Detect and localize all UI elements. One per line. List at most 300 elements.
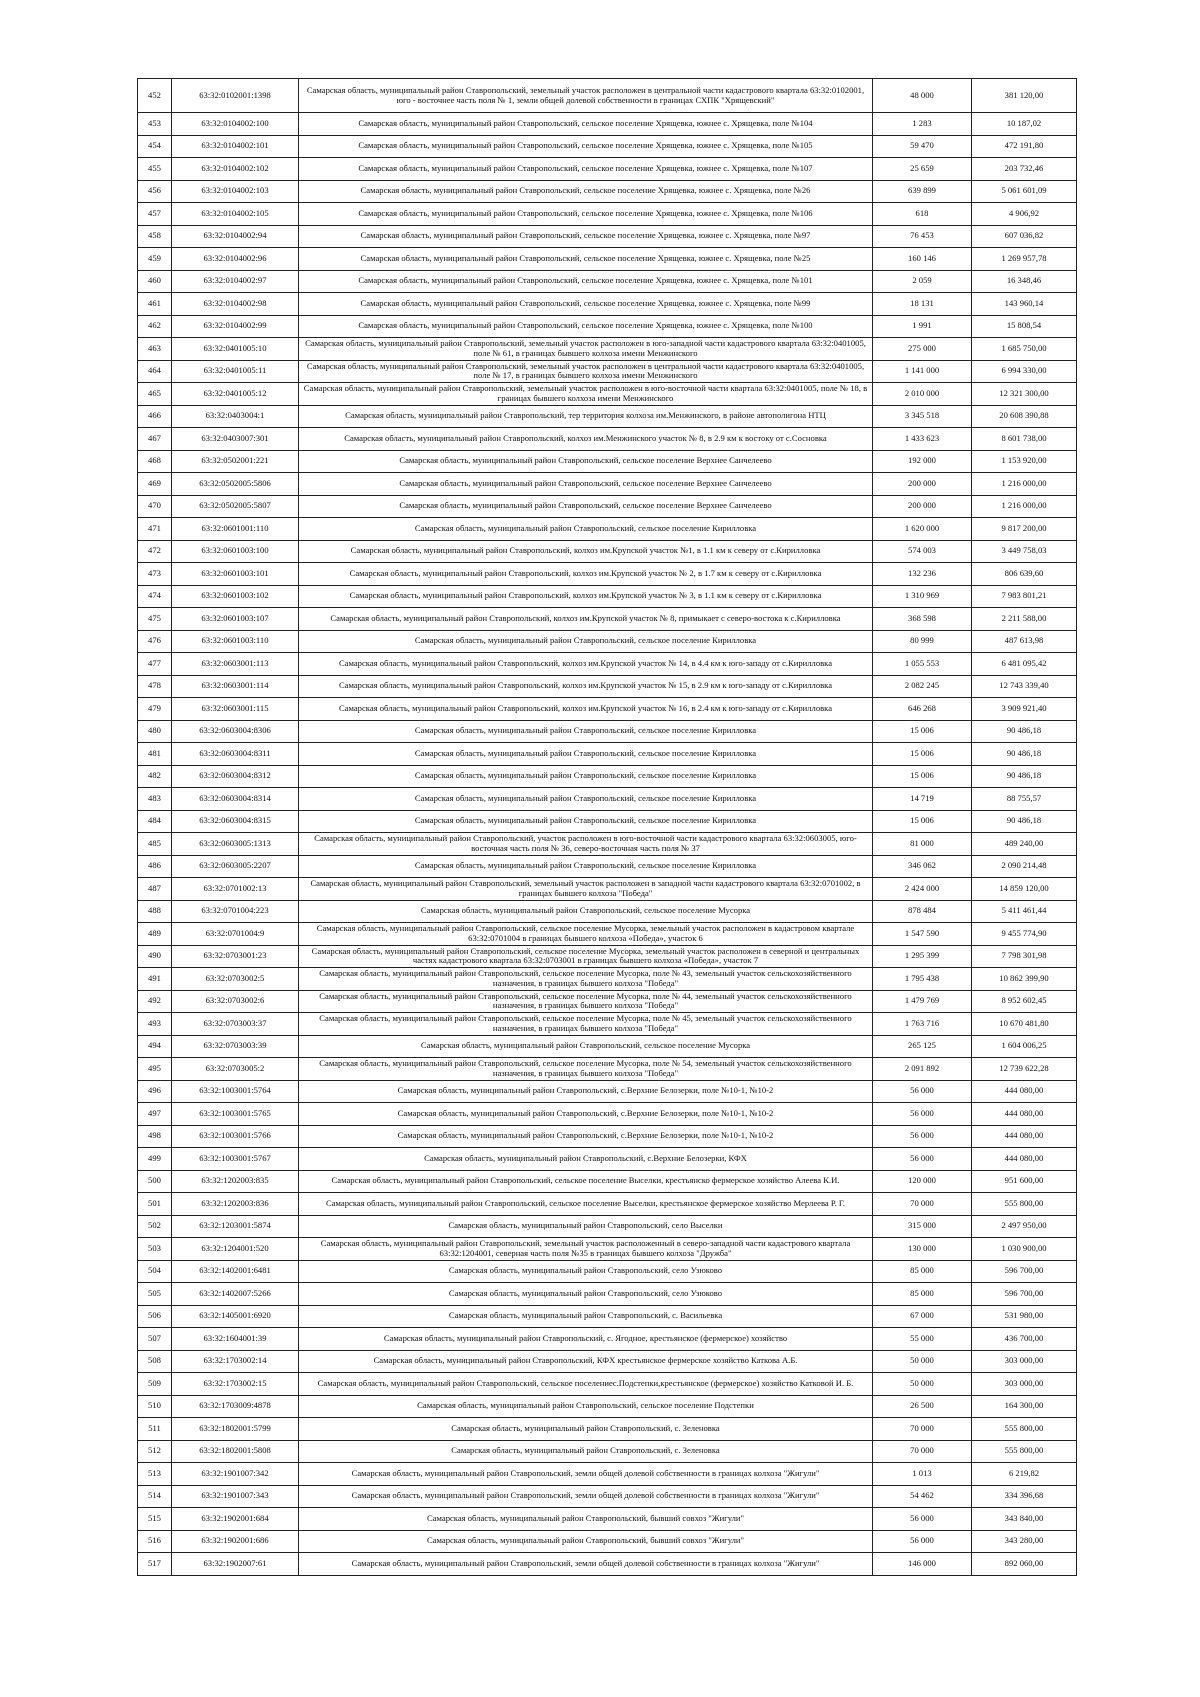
cadastral-number-cell: 63:32:1402001:6481 — [172, 1260, 299, 1283]
area-cell: 15 006 — [873, 765, 972, 788]
row-number-cell: 475 — [138, 608, 172, 631]
row-number-cell: 511 — [138, 1418, 172, 1441]
value-cell: 596 700,00 — [972, 1283, 1077, 1306]
value-cell: 489 240,00 — [972, 833, 1077, 856]
cadastral-number-cell: 63:32:0603001:114 — [172, 675, 299, 698]
table-row — [138, 1508, 1077, 1531]
table-row — [138, 158, 1077, 181]
location-description-cell: Самарская область, муниципальный район Ставропольский, сельское поселение Мусорка, поле № 45, земельный участок сельскохозяйственного назначения, в границах бывшего колхоза "Победа" — [299, 1013, 873, 1036]
cadastral-number-cell: 63:32:0104002:100 — [172, 113, 299, 136]
location-description-cell: Самарская область, муниципальный район Ставропольский, сельское поселение Хрящевка, южнее с. Хрящевка, поле №105 — [299, 135, 873, 158]
cadastral-number-cell: 63:32:0603004:8314 — [172, 788, 299, 811]
location-description-cell: Самарская область, муниципальный район Ставропольский, сельское поселение Мусорка, земельный участок расположен в северной и центральных частях кадастрового квартала 63:32:0703001 в границах бывшего колхоза «Победа», участок 7 — [299, 945, 873, 968]
row-number-cell: 468 — [138, 450, 172, 473]
value-cell: 1 216 000,00 — [972, 473, 1077, 496]
row-number-cell: 482 — [138, 765, 172, 788]
area-cell: 200 000 — [873, 495, 972, 518]
table-row — [138, 630, 1077, 653]
table-row — [138, 788, 1077, 811]
area-cell: 70 000 — [873, 1418, 972, 1441]
table-row — [138, 1485, 1077, 1508]
location-description-cell: Самарская область, муниципальный район Ставропольский, земельный участок расположен в юго-западной части кадастрового квартала 63:32:0401005, поле № 61, в границах бывшего колхоза имени Менжинского — [299, 338, 873, 361]
area-cell: 76 453 — [873, 225, 972, 248]
location-description-cell: Самарская область, муниципальный район Ставропольский, участок расположен в юго-восточной части кадастрового квартала 63:32:0603005, юго-восточная часть поля № 36, северо-восточная часть поля № 37 — [299, 833, 873, 856]
table-row — [138, 383, 1077, 406]
row-number-cell: 496 — [138, 1080, 172, 1103]
cadastral-number-cell: 63:32:0601003:102 — [172, 585, 299, 608]
location-description-cell: Самарская область, муниципальный район Ставропольский, сельское поселение Верхнее Санчелеево — [299, 495, 873, 518]
row-number-cell: 462 — [138, 315, 172, 338]
value-cell: 951 600,00 — [972, 1170, 1077, 1193]
location-description-cell: Самарская область, муниципальный район Ставропольский, с. Васильевка — [299, 1305, 873, 1328]
cadastral-number-cell: 63:32:1902001:684 — [172, 1508, 299, 1531]
value-cell: 806 639,60 — [972, 563, 1077, 586]
cadastral-number-cell: 63:32:1901007:342 — [172, 1463, 299, 1486]
location-description-cell: Самарская область, муниципальный район Ставропольский, земли общей долевой собственности в границах колхоза "Жигули" — [299, 1485, 873, 1508]
row-number-cell: 454 — [138, 135, 172, 158]
area-cell: 1 055 553 — [873, 653, 972, 676]
row-number-cell: 483 — [138, 788, 172, 811]
location-description-cell: Самарская область, муниципальный район Ставропольский, земельный участок расположен в центральной части кадастрового квартала 63:32:0102001, юго - восточнее часть поля № 1, земли общей долевой собственности в границах СХПК "Хрящевский" — [299, 79, 873, 113]
area-cell: 67 000 — [873, 1305, 972, 1328]
row-number-cell: 463 — [138, 338, 172, 361]
cadastral-number-cell: 63:32:1204001:520 — [172, 1238, 299, 1261]
value-cell: 555 800,00 — [972, 1418, 1077, 1441]
value-cell: 343 840,00 — [972, 1508, 1077, 1531]
table-row — [138, 1215, 1077, 1238]
row-number-cell: 500 — [138, 1170, 172, 1193]
location-description-cell: Самарская область, муниципальный район Ставропольский, колхоз им.Крупской участок № 14, в 4.4 км к юго-западу от с.Кирилловка — [299, 653, 873, 676]
value-cell: 5 061 601,09 — [972, 180, 1077, 203]
cadastral-number-cell: 63:32:0104002:99 — [172, 315, 299, 338]
table-row — [138, 1238, 1077, 1261]
table-row — [138, 1260, 1077, 1283]
table-row — [138, 810, 1077, 833]
table-row — [138, 1350, 1077, 1373]
cadastral-number-cell: 63:32:1604001:39 — [172, 1328, 299, 1351]
table-row — [138, 900, 1077, 923]
row-number-cell: 513 — [138, 1463, 172, 1486]
table-row — [138, 293, 1077, 316]
row-number-cell: 505 — [138, 1283, 172, 1306]
cadastral-number-cell: 63:32:0401005:12 — [172, 383, 299, 406]
row-number-cell: 514 — [138, 1485, 172, 1508]
value-cell: 203 732,46 — [972, 158, 1077, 181]
row-number-cell: 476 — [138, 630, 172, 653]
cadastral-number-cell: 63:32:1703009:4878 — [172, 1395, 299, 1418]
table-row — [138, 225, 1077, 248]
cadastral-number-cell: 63:32:0701002:13 — [172, 878, 299, 901]
row-number-cell: 481 — [138, 743, 172, 766]
cadastral-number-cell: 63:32:0603004:8312 — [172, 765, 299, 788]
cadastral-number-cell: 63:32:0403004:1 — [172, 405, 299, 428]
cadastral-number-cell: 63:32:0603004:8311 — [172, 743, 299, 766]
table-row — [138, 1530, 1077, 1553]
value-cell: 90 486,18 — [972, 743, 1077, 766]
value-cell: 343 280,00 — [972, 1530, 1077, 1553]
table-row — [138, 338, 1077, 361]
cadastral-number-cell: 63:32:1202003:836 — [172, 1193, 299, 1216]
table-row — [138, 765, 1077, 788]
area-cell: 132 236 — [873, 563, 972, 586]
cadastral-number-cell: 63:32:1902007:61 — [172, 1553, 299, 1576]
cadastral-number-cell: 63:32:0502005:5806 — [172, 473, 299, 496]
location-description-cell: Самарская область, муниципальный район Ставропольский, сельское поселение Хрящевка, южнее с. Хрящевка, поле №100 — [299, 315, 873, 338]
location-description-cell: Самарская область, муниципальный район Ставропольский, земли общей долевой собственности в границах колхоза "Жигули" — [299, 1553, 873, 1576]
row-number-cell: 485 — [138, 833, 172, 856]
location-description-cell: Самарская область, муниципальный район Ставропольский, сельское поселение Кирилловка — [299, 765, 873, 788]
cadastral-number-cell: 63:32:1003001:5764 — [172, 1080, 299, 1103]
location-description-cell: Самарская область, муниципальный район Ставропольский, колхоз им.Крупской участок № 3, в 1.1 км к северу от с.Кирилловка — [299, 585, 873, 608]
row-number-cell: 472 — [138, 540, 172, 563]
location-description-cell: Самарская область, муниципальный район Ставропольский, КФХ крестьянское фермерское хозяйство Каткова А.Б. — [299, 1350, 873, 1373]
location-description-cell: Самарская область, муниципальный район Ставропольский, сельское поселение Выселки, крестьянско фермерское хозяйство Алеева К.И. — [299, 1170, 873, 1193]
row-number-cell: 469 — [138, 473, 172, 496]
value-cell: 15 808,54 — [972, 315, 1077, 338]
value-cell: 487 613,98 — [972, 630, 1077, 653]
location-description-cell: Самарская область, муниципальный район Ставропольский, земли общей долевой собственности в границах колхоза "Жигули" — [299, 1463, 873, 1486]
cadastral-number-cell: 63:32:1405001:6920 — [172, 1305, 299, 1328]
location-description-cell: Самарская область, муниципальный район Ставропольский, сельское поселение Подстепки — [299, 1395, 873, 1418]
value-cell: 20 608 390,88 — [972, 405, 1077, 428]
value-cell: 1 153 920,00 — [972, 450, 1077, 473]
cadastral-number-cell: 63:32:0502001:221 — [172, 450, 299, 473]
location-description-cell: Самарская область, муниципальный район Ставропольский, сельское поселение Мусорка, поле № 43, земельный участок сельскохозяйственного назначения, в границах бывшего колхоза "Победа" — [299, 968, 873, 991]
cadastral-number-cell: 63:32:0703002:5 — [172, 968, 299, 991]
area-cell: 85 000 — [873, 1260, 972, 1283]
row-number-cell: 506 — [138, 1305, 172, 1328]
area-cell: 1 310 969 — [873, 585, 972, 608]
row-number-cell: 498 — [138, 1125, 172, 1148]
area-cell: 1 620 000 — [873, 518, 972, 541]
area-cell: 26 500 — [873, 1395, 972, 1418]
value-cell: 444 080,00 — [972, 1080, 1077, 1103]
row-number-cell: 502 — [138, 1215, 172, 1238]
cadastral-number-cell: 63:32:0603001:115 — [172, 698, 299, 721]
value-cell: 8 952 602,45 — [972, 990, 1077, 1013]
cadastral-number-cell: 63:32:1802001:5799 — [172, 1418, 299, 1441]
row-number-cell: 478 — [138, 675, 172, 698]
value-cell: 381 120,00 — [972, 79, 1077, 113]
area-cell: 346 062 — [873, 855, 972, 878]
area-cell: 55 000 — [873, 1328, 972, 1351]
cadastral-number-cell: 63:32:1703002:14 — [172, 1350, 299, 1373]
value-cell: 90 486,18 — [972, 765, 1077, 788]
table-row — [138, 518, 1077, 541]
value-cell: 892 060,00 — [972, 1553, 1077, 1576]
row-number-cell: 460 — [138, 270, 172, 293]
area-cell: 2 059 — [873, 270, 972, 293]
cadastral-number-cell: 63:32:1202003:835 — [172, 1170, 299, 1193]
table-row — [138, 1328, 1077, 1351]
value-cell: 1 030 900,00 — [972, 1238, 1077, 1261]
table-row — [138, 1463, 1077, 1486]
location-description-cell: Самарская область, муниципальный район Ставропольский, колхоз им.Крупской участок № 8, примыкает с северо-востока к с.Кирилловка — [299, 608, 873, 631]
cadastral-number-cell: 63:32:0104002:94 — [172, 225, 299, 248]
cadastral-number-cell: 63:32:0703002:6 — [172, 990, 299, 1013]
table-row — [138, 585, 1077, 608]
cadastral-number-cell: 63:32:0601003:107 — [172, 608, 299, 631]
area-cell: 59 470 — [873, 135, 972, 158]
value-cell: 5 411 461,44 — [972, 900, 1077, 923]
location-description-cell: Самарская область, муниципальный район Ставропольский, бывший совхоз "Жигули" — [299, 1530, 873, 1553]
value-cell: 12 739 622,28 — [972, 1058, 1077, 1081]
location-description-cell: Самарская область, муниципальный район Ставропольский, сельское поселение Мусорка, поле № 44, земельный участок сельскохозяйственного назначения, в границах бывшего колхоза "Победа" — [299, 990, 873, 1013]
table-row — [138, 1305, 1077, 1328]
value-cell: 6 994 330,00 — [972, 360, 1077, 383]
value-cell: 10 670 481,80 — [972, 1013, 1077, 1036]
row-number-cell: 484 — [138, 810, 172, 833]
table-row — [138, 1395, 1077, 1418]
table-row — [138, 135, 1077, 158]
area-cell: 15 006 — [873, 743, 972, 766]
location-description-cell: Самарская область, муниципальный район Ставропольский, сельское поселение Кирилловка — [299, 720, 873, 743]
value-cell: 1 604 006,25 — [972, 1035, 1077, 1058]
table-row — [138, 923, 1077, 946]
location-description-cell: Самарская область, муниципальный район Ставропольский, сельское поселение Хрящевка, южнее с. Хрящевка, поле №97 — [299, 225, 873, 248]
value-cell: 3 909 921,40 — [972, 698, 1077, 721]
location-description-cell: Самарская область, муниципальный район Ставропольский, сельское поселение Кирилловка — [299, 630, 873, 653]
location-description-cell: Самарская область, муниципальный район Ставропольский, сельское поселение Кирилловка — [299, 810, 873, 833]
location-description-cell: Самарская область, муниципальный район Ставропольский, бывший совхоз "Жигули" — [299, 1508, 873, 1531]
table-row — [138, 878, 1077, 901]
row-number-cell: 508 — [138, 1350, 172, 1373]
table-row — [138, 1553, 1077, 1576]
location-description-cell: Самарская область, муниципальный район Ставропольский, колхоз им.Крупской участок № 2, в 1.7 км к северу от с.Кирилловка — [299, 563, 873, 586]
value-cell: 555 800,00 — [972, 1193, 1077, 1216]
value-cell: 88 755,57 — [972, 788, 1077, 811]
location-description-cell: Самарская область, муниципальный район Ставропольский, село Узюково — [299, 1260, 873, 1283]
table-row — [138, 1148, 1077, 1171]
location-description-cell: Самарская область, муниципальный район Ставропольский, сельское поселение Мусорка — [299, 1035, 873, 1058]
area-cell: 25 659 — [873, 158, 972, 181]
location-description-cell: Самарская область, муниципальный район Ставропольский, сельское поселение Кирилловка — [299, 743, 873, 766]
row-number-cell: 453 — [138, 113, 172, 136]
row-number-cell: 471 — [138, 518, 172, 541]
location-description-cell: Самарская область, муниципальный район Ставропольский, колхоз им.Крупской участок №1, в 1.1 км к северу от с.Кирилловка — [299, 540, 873, 563]
table-row — [138, 743, 1077, 766]
value-cell: 2 211 588,00 — [972, 608, 1077, 631]
row-number-cell: 465 — [138, 383, 172, 406]
location-description-cell: Самарская область, муниципальный район Ставропольский, с. Ягодное, крестьянское (фермерское) хозяйство — [299, 1328, 873, 1351]
cadastral-number-cell: 63:32:0601003:101 — [172, 563, 299, 586]
area-cell: 315 000 — [873, 1215, 972, 1238]
table-row — [138, 698, 1077, 721]
cadastral-number-cell: 63:32:1901007:343 — [172, 1485, 299, 1508]
area-cell: 275 000 — [873, 338, 972, 361]
area-cell: 56 000 — [873, 1530, 972, 1553]
value-cell: 1 269 957,78 — [972, 248, 1077, 271]
row-number-cell: 473 — [138, 563, 172, 586]
location-description-cell: Самарская область, муниципальный район Ставропольский, сельское поселение Хрящевка, южнее с. Хрящевка, поле №101 — [299, 270, 873, 293]
table-row — [138, 180, 1077, 203]
cadastral-number-cell: 63:32:0603001:113 — [172, 653, 299, 676]
area-cell: 646 268 — [873, 698, 972, 721]
value-cell: 444 080,00 — [972, 1103, 1077, 1126]
row-number-cell: 479 — [138, 698, 172, 721]
row-number-cell: 467 — [138, 428, 172, 451]
location-description-cell: Самарская область, муниципальный район Ставропольский, колхоз им.Крупской участок № 16, в 2.4 км к юго-западу от с.Кирилловка — [299, 698, 873, 721]
area-cell: 1 795 438 — [873, 968, 972, 991]
table-row — [138, 428, 1077, 451]
table-row — [138, 450, 1077, 473]
value-cell: 164 300,00 — [972, 1395, 1077, 1418]
table-row — [138, 1103, 1077, 1126]
row-number-cell: 512 — [138, 1440, 172, 1463]
cadastral-number-cell: 63:32:0703005:2 — [172, 1058, 299, 1081]
table-row — [138, 315, 1077, 338]
area-cell: 56 000 — [873, 1125, 972, 1148]
table-row — [138, 720, 1077, 743]
row-number-cell: 492 — [138, 990, 172, 1013]
location-description-cell: Самарская область, муниципальный район Ставропольский, земельный участок расположенный в северо-западной части кадастрового квартала 63:32:1204001, северная часть поля №35 в границах бывшего колхоза "Дружба" — [299, 1238, 873, 1261]
area-cell: 54 462 — [873, 1485, 972, 1508]
table-row — [138, 945, 1077, 968]
table-row — [138, 653, 1077, 676]
value-cell: 1 685 750,00 — [972, 338, 1077, 361]
value-cell: 7 983 801,21 — [972, 585, 1077, 608]
value-cell: 4 906,92 — [972, 203, 1077, 226]
area-cell: 85 000 — [873, 1283, 972, 1306]
area-cell: 56 000 — [873, 1148, 972, 1171]
table-row — [138, 1440, 1077, 1463]
row-number-cell: 459 — [138, 248, 172, 271]
row-number-cell: 466 — [138, 405, 172, 428]
location-description-cell: Самарская область, муниципальный район Ставропольский, сельское поселение Хрящевка, южнее с. Хрящевка, поле №106 — [299, 203, 873, 226]
cadastral-number-cell: 63:32:0601001:110 — [172, 518, 299, 541]
area-cell: 70 000 — [873, 1440, 972, 1463]
table-row — [138, 360, 1077, 383]
cadastral-number-cell: 63:32:1902001:686 — [172, 1530, 299, 1553]
row-number-cell: 464 — [138, 360, 172, 383]
row-number-cell: 461 — [138, 293, 172, 316]
table-row — [138, 968, 1077, 991]
cadastral-number-cell: 63:32:1703002:15 — [172, 1373, 299, 1396]
cadastral-number-cell: 63:32:1003001:5765 — [172, 1103, 299, 1126]
row-number-cell: 499 — [138, 1148, 172, 1171]
value-cell: 16 348,46 — [972, 270, 1077, 293]
area-cell: 14 719 — [873, 788, 972, 811]
value-cell: 9 817 200,00 — [972, 518, 1077, 541]
cadastral-number-cell: 63:32:0401005:11 — [172, 360, 299, 383]
location-description-cell: Самарская область, муниципальный район Ставропольский, земельный участок расположен в центральной части кадастрового квартала 63:32:0401005, поле № 17, в границах бывшего колхоза имени Менжинского — [299, 360, 873, 383]
cadastral-number-cell: 63:32:0104002:105 — [172, 203, 299, 226]
value-cell: 444 080,00 — [972, 1148, 1077, 1171]
table-row — [138, 1193, 1077, 1216]
value-cell: 12 321 300,00 — [972, 383, 1077, 406]
cadastral-number-cell: 63:32:0703001:23 — [172, 945, 299, 968]
value-cell: 6 481 095,42 — [972, 653, 1077, 676]
table-row — [138, 203, 1077, 226]
location-description-cell: Самарская область, муниципальный район Ставропольский, сельское поселение Мусорка, земельный участок расположен в кадастровом квартале 63:32:0701004 в границах бывшего колхоза «Победа», участок 6 — [299, 923, 873, 946]
area-cell: 146 000 — [873, 1553, 972, 1576]
cadastral-number-cell: 63:32:1802001:5808 — [172, 1440, 299, 1463]
table-row — [138, 1373, 1077, 1396]
location-description-cell: Самарская область, муниципальный район Ставропольский, колхоз им.Крупской участок № 15, в 2.9 км к юго-западу от с.Кирилловка — [299, 675, 873, 698]
row-number-cell: 487 — [138, 878, 172, 901]
row-number-cell: 456 — [138, 180, 172, 203]
value-cell: 10 187,02 — [972, 113, 1077, 136]
table-body — [138, 79, 1077, 1576]
area-cell: 618 — [873, 203, 972, 226]
area-cell: 130 000 — [873, 1238, 972, 1261]
area-cell: 1 141 000 — [873, 360, 972, 383]
table-row — [138, 1035, 1077, 1058]
cadastral-number-cell: 63:32:0603005:1313 — [172, 833, 299, 856]
location-description-cell: Самарская область, муниципальный район Ставропольский, сельское поселение Хрящевка, южнее с. Хрящевка, поле №104 — [299, 113, 873, 136]
area-cell: 2 010 000 — [873, 383, 972, 406]
location-description-cell: Самарская область, муниципальный район Ставропольский, сельское поселение Верхнее Санчелеево — [299, 450, 873, 473]
cadastral-number-cell: 63:32:0401005:10 — [172, 338, 299, 361]
area-cell: 574 003 — [873, 540, 972, 563]
area-cell: 1 283 — [873, 113, 972, 136]
table-row — [138, 608, 1077, 631]
location-description-cell: Самарская область, муниципальный район Ставропольский, с.Верхние Белозерки, поле №10-1, №10-2 — [299, 1103, 873, 1126]
area-cell: 200 000 — [873, 473, 972, 496]
row-number-cell: 517 — [138, 1553, 172, 1576]
table-row — [138, 79, 1077, 113]
location-description-cell: Самарская область, муниципальный район Ставропольский, сельское поселение Кирилловка — [299, 788, 873, 811]
area-cell: 878 484 — [873, 900, 972, 923]
area-cell: 1 479 769 — [873, 990, 972, 1013]
area-cell: 120 000 — [873, 1170, 972, 1193]
value-cell: 334 396,68 — [972, 1485, 1077, 1508]
row-number-cell: 516 — [138, 1530, 172, 1553]
value-cell: 14 859 120,00 — [972, 878, 1077, 901]
value-cell: 143 960,14 — [972, 293, 1077, 316]
table-row — [138, 540, 1077, 563]
row-number-cell: 510 — [138, 1395, 172, 1418]
table-row — [138, 270, 1077, 293]
area-cell: 18 131 — [873, 293, 972, 316]
cadastral-number-cell: 63:32:0104002:96 — [172, 248, 299, 271]
cadastral-number-cell: 63:32:0603004:8306 — [172, 720, 299, 743]
row-number-cell: 490 — [138, 945, 172, 968]
area-cell: 265 125 — [873, 1035, 972, 1058]
table-row — [138, 855, 1077, 878]
area-cell: 192 000 — [873, 450, 972, 473]
cadastral-number-cell: 63:32:0701004:223 — [172, 900, 299, 923]
table-row — [138, 833, 1077, 856]
value-cell: 472 191,80 — [972, 135, 1077, 158]
table-row — [138, 495, 1077, 518]
cadastral-number-cell: 63:32:0104002:102 — [172, 158, 299, 181]
row-number-cell: 470 — [138, 495, 172, 518]
row-number-cell: 504 — [138, 1260, 172, 1283]
cadastral-number-cell: 63:32:0104002:97 — [172, 270, 299, 293]
table-row — [138, 248, 1077, 271]
value-cell: 444 080,00 — [972, 1125, 1077, 1148]
area-cell: 1 763 716 — [873, 1013, 972, 1036]
cadastral-number-cell: 63:32:0403007:301 — [172, 428, 299, 451]
table-row — [138, 113, 1077, 136]
row-number-cell: 455 — [138, 158, 172, 181]
location-description-cell: Самарская область, муниципальный район Ставропольский, с. Зеленовка — [299, 1418, 873, 1441]
row-number-cell: 488 — [138, 900, 172, 923]
area-cell: 3 345 518 — [873, 405, 972, 428]
cadastral-number-cell: 63:32:1402007:5266 — [172, 1283, 299, 1306]
row-number-cell: 515 — [138, 1508, 172, 1531]
location-description-cell: Самарская область, муниципальный район Ставропольский, с.Верхние Белозерки, поле №10-1, №10-2 — [299, 1080, 873, 1103]
row-number-cell: 477 — [138, 653, 172, 676]
row-number-cell: 494 — [138, 1035, 172, 1058]
value-cell: 7 798 301,98 — [972, 945, 1077, 968]
table-row — [138, 1283, 1077, 1306]
table-row — [138, 1058, 1077, 1081]
area-cell: 2 424 000 — [873, 878, 972, 901]
value-cell: 303 000,00 — [972, 1350, 1077, 1373]
table-row — [138, 563, 1077, 586]
